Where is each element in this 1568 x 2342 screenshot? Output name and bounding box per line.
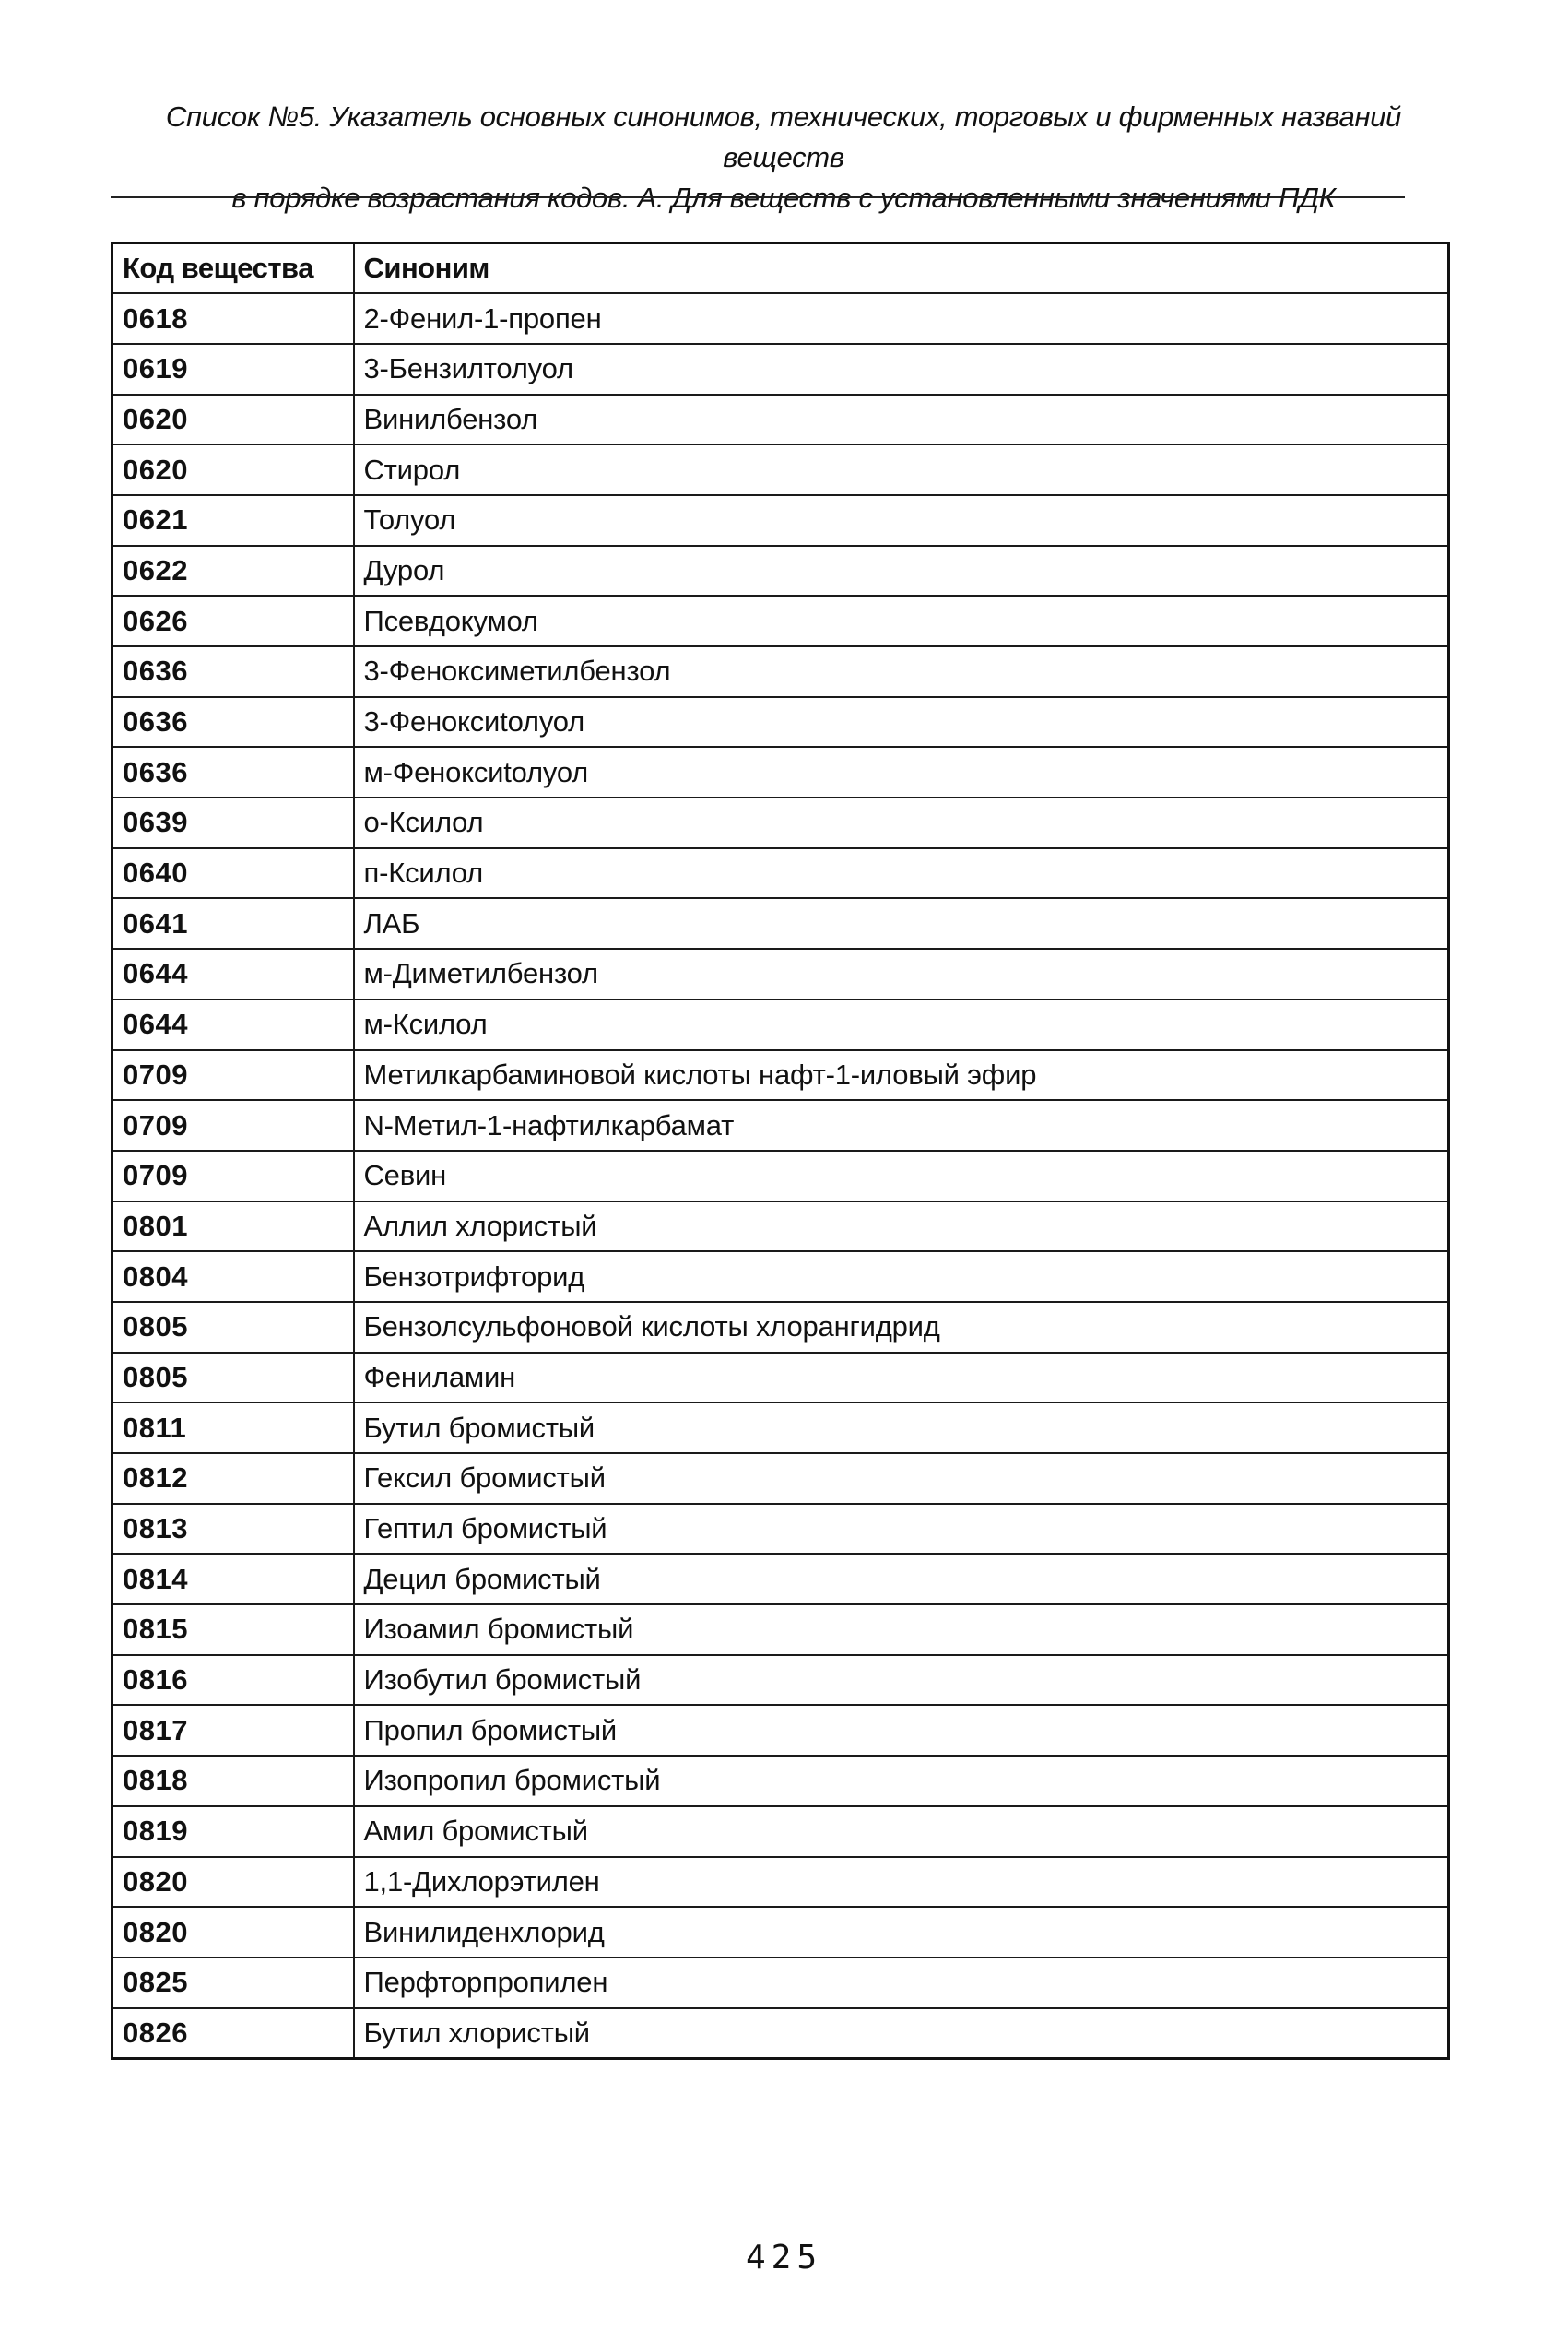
synonym-cell: Толуол (354, 495, 1449, 546)
synonym-cell: Бензолсульфоновой кислоты хлорангидрид (354, 1302, 1449, 1353)
substance-code-cell: 0619 (112, 344, 354, 395)
substance-code-cell: 0818 (112, 1756, 354, 1806)
synonym-cell: 3-Феноксиtолуол (354, 697, 1449, 748)
table-row (112, 1201, 1449, 1252)
synonym-cell: Изоамил бромистый (354, 1604, 1449, 1655)
table-row (112, 1857, 1449, 1908)
synonym-cell: Бензотрифторид (354, 1251, 1449, 1302)
table-row (112, 596, 1449, 646)
table-row (112, 1705, 1449, 1756)
synonym-cell: м-Феноксиtолуол (354, 747, 1449, 798)
running-header-line-2: в порядке возрастания кодов. А. Для веществ с установленными значениями ПДК (231, 182, 1336, 214)
synonym-cell: Псевдокумол (354, 596, 1449, 646)
substance-code-cell: 0636 (112, 646, 354, 697)
synonym-cell: м-Диметилбензол (354, 949, 1449, 999)
synonym-cell: м-Ксилол (354, 999, 1449, 1050)
substance-code-cell: 0626 (112, 596, 354, 646)
table-row (112, 1050, 1449, 1101)
table-row (112, 949, 1449, 999)
table-row (112, 1151, 1449, 1201)
synonym-cell: ЛАБ (354, 898, 1449, 949)
running-header-line-1: Список №5. Указатель основных синонимов, технических, торговых и фирменных названий веществ (165, 101, 1402, 173)
table-row (112, 1806, 1449, 1857)
substance-code-cell: 0641 (112, 898, 354, 949)
substance-code-cell: 0801 (112, 1201, 354, 1252)
synonym-cell: о-Ксилол (354, 798, 1449, 848)
substance-code-cell: 0804 (112, 1251, 354, 1302)
substance-code-cell: 0817 (112, 1705, 354, 1756)
synonym-cell: Фениламин (354, 1353, 1449, 1403)
synonym-cell: Дурол (354, 546, 1449, 597)
column-header-code: Код вещества (112, 243, 354, 294)
synonym-cell: Бутил хлористый (354, 2008, 1449, 2059)
table-row (112, 646, 1449, 697)
table-row (112, 1251, 1449, 1302)
table-row (112, 1554, 1449, 1604)
table-row (112, 999, 1449, 1050)
synonym-cell: Децил бромистый (354, 1554, 1449, 1604)
substance-code-cell: 0814 (112, 1554, 354, 1604)
substance-code-cell: 0816 (112, 1655, 354, 1706)
table-body (112, 293, 1449, 2058)
table-row (112, 1302, 1449, 1353)
synonym-cell: Амил бромистый (354, 1806, 1449, 1857)
table-row (112, 747, 1449, 798)
table-row (112, 395, 1449, 445)
synonym-cell: Перфторпропилен (354, 1958, 1449, 2008)
substance-code-cell: 0636 (112, 747, 354, 798)
synonym-cell: Пропил бромистый (354, 1705, 1449, 1756)
substance-code-cell: 0620 (112, 444, 354, 495)
table-row (112, 1453, 1449, 1504)
table-row (112, 1958, 1449, 2008)
substance-code-cell: 0815 (112, 1604, 354, 1655)
substance-code-cell: 0621 (112, 495, 354, 546)
table-row (112, 2008, 1449, 2059)
running-header (147, 97, 1420, 219)
table-row (112, 444, 1449, 495)
column-header-synonym: Синоним (354, 243, 1449, 294)
substance-code-cell: 0618 (112, 293, 354, 344)
substance-code-cell: 0813 (112, 1504, 354, 1555)
substance-code-cell: 0811 (112, 1402, 354, 1453)
page-number: 425 (745, 2239, 823, 2277)
header-divider (111, 196, 1405, 198)
synonym-cell: Винилиденхлорид (354, 1907, 1449, 1958)
synonym-cell: Изобутил бромистый (354, 1655, 1449, 1706)
substance-code-cell: 0819 (112, 1806, 354, 1857)
synonym-cell: Гептил бромистый (354, 1504, 1449, 1555)
synonym-cell: п-Ксилол (354, 848, 1449, 899)
table-row (112, 1907, 1449, 1958)
synonym-cell: Винилбензол (354, 395, 1449, 445)
synonym-cell: Аллил хлористый (354, 1201, 1449, 1252)
table-row (112, 848, 1449, 899)
table-row (112, 697, 1449, 748)
table-row (112, 1100, 1449, 1151)
table-row (112, 293, 1449, 344)
substance-code-cell: 0639 (112, 798, 354, 848)
table-row (112, 798, 1449, 848)
synonym-cell: 1,1-Дихлорэтилен (354, 1857, 1449, 1908)
table-row (112, 344, 1449, 395)
table-row (112, 1402, 1449, 1453)
synonym-table (111, 242, 1450, 2060)
table-row (112, 1504, 1449, 1555)
substance-code-cell: 0622 (112, 546, 354, 597)
substance-code-cell: 0805 (112, 1353, 354, 1403)
table-row (112, 495, 1449, 546)
substance-code-cell: 0820 (112, 1857, 354, 1908)
substance-code-cell: 0709 (112, 1050, 354, 1101)
table-row (112, 898, 1449, 949)
synonym-cell: Бутил бромистый (354, 1402, 1449, 1453)
substance-code-cell: 0709 (112, 1100, 354, 1151)
substance-code-cell: 0820 (112, 1907, 354, 1958)
substance-code-cell: 0826 (112, 2008, 354, 2059)
substance-code-cell: 0812 (112, 1453, 354, 1504)
synonym-cell: Изопропил бромистый (354, 1756, 1449, 1806)
synonym-cell: Севин (354, 1151, 1449, 1201)
synonym-cell: 3-Феноксиметилбензол (354, 646, 1449, 697)
synonym-cell: 3-Бензилтолуол (354, 344, 1449, 395)
synonym-cell: N-Метил-1-нафтилкарбамат (354, 1100, 1449, 1151)
synonym-cell: 2-Фенил-1-пропен (354, 293, 1449, 344)
substance-code-cell: 0644 (112, 999, 354, 1050)
substance-code-cell: 0709 (112, 1151, 354, 1201)
synonym-cell: Гексил бромистый (354, 1453, 1449, 1504)
table-row (112, 1756, 1449, 1806)
substance-code-cell: 0636 (112, 697, 354, 748)
table-row (112, 1604, 1449, 1655)
substance-code-cell: 0640 (112, 848, 354, 899)
substance-code-cell: 0825 (112, 1958, 354, 2008)
substance-code-cell: 0805 (112, 1302, 354, 1353)
table-row (112, 1655, 1449, 1706)
synonym-cell: Метилкарбаминовой кислоты нафт-1-иловый эфир (354, 1050, 1449, 1101)
substance-code-cell: 0620 (112, 395, 354, 445)
table-header-row (112, 243, 1449, 294)
table-row (112, 546, 1449, 597)
synonym-cell: Стирол (354, 444, 1449, 495)
substance-code-cell: 0644 (112, 949, 354, 999)
table-row (112, 1353, 1449, 1403)
